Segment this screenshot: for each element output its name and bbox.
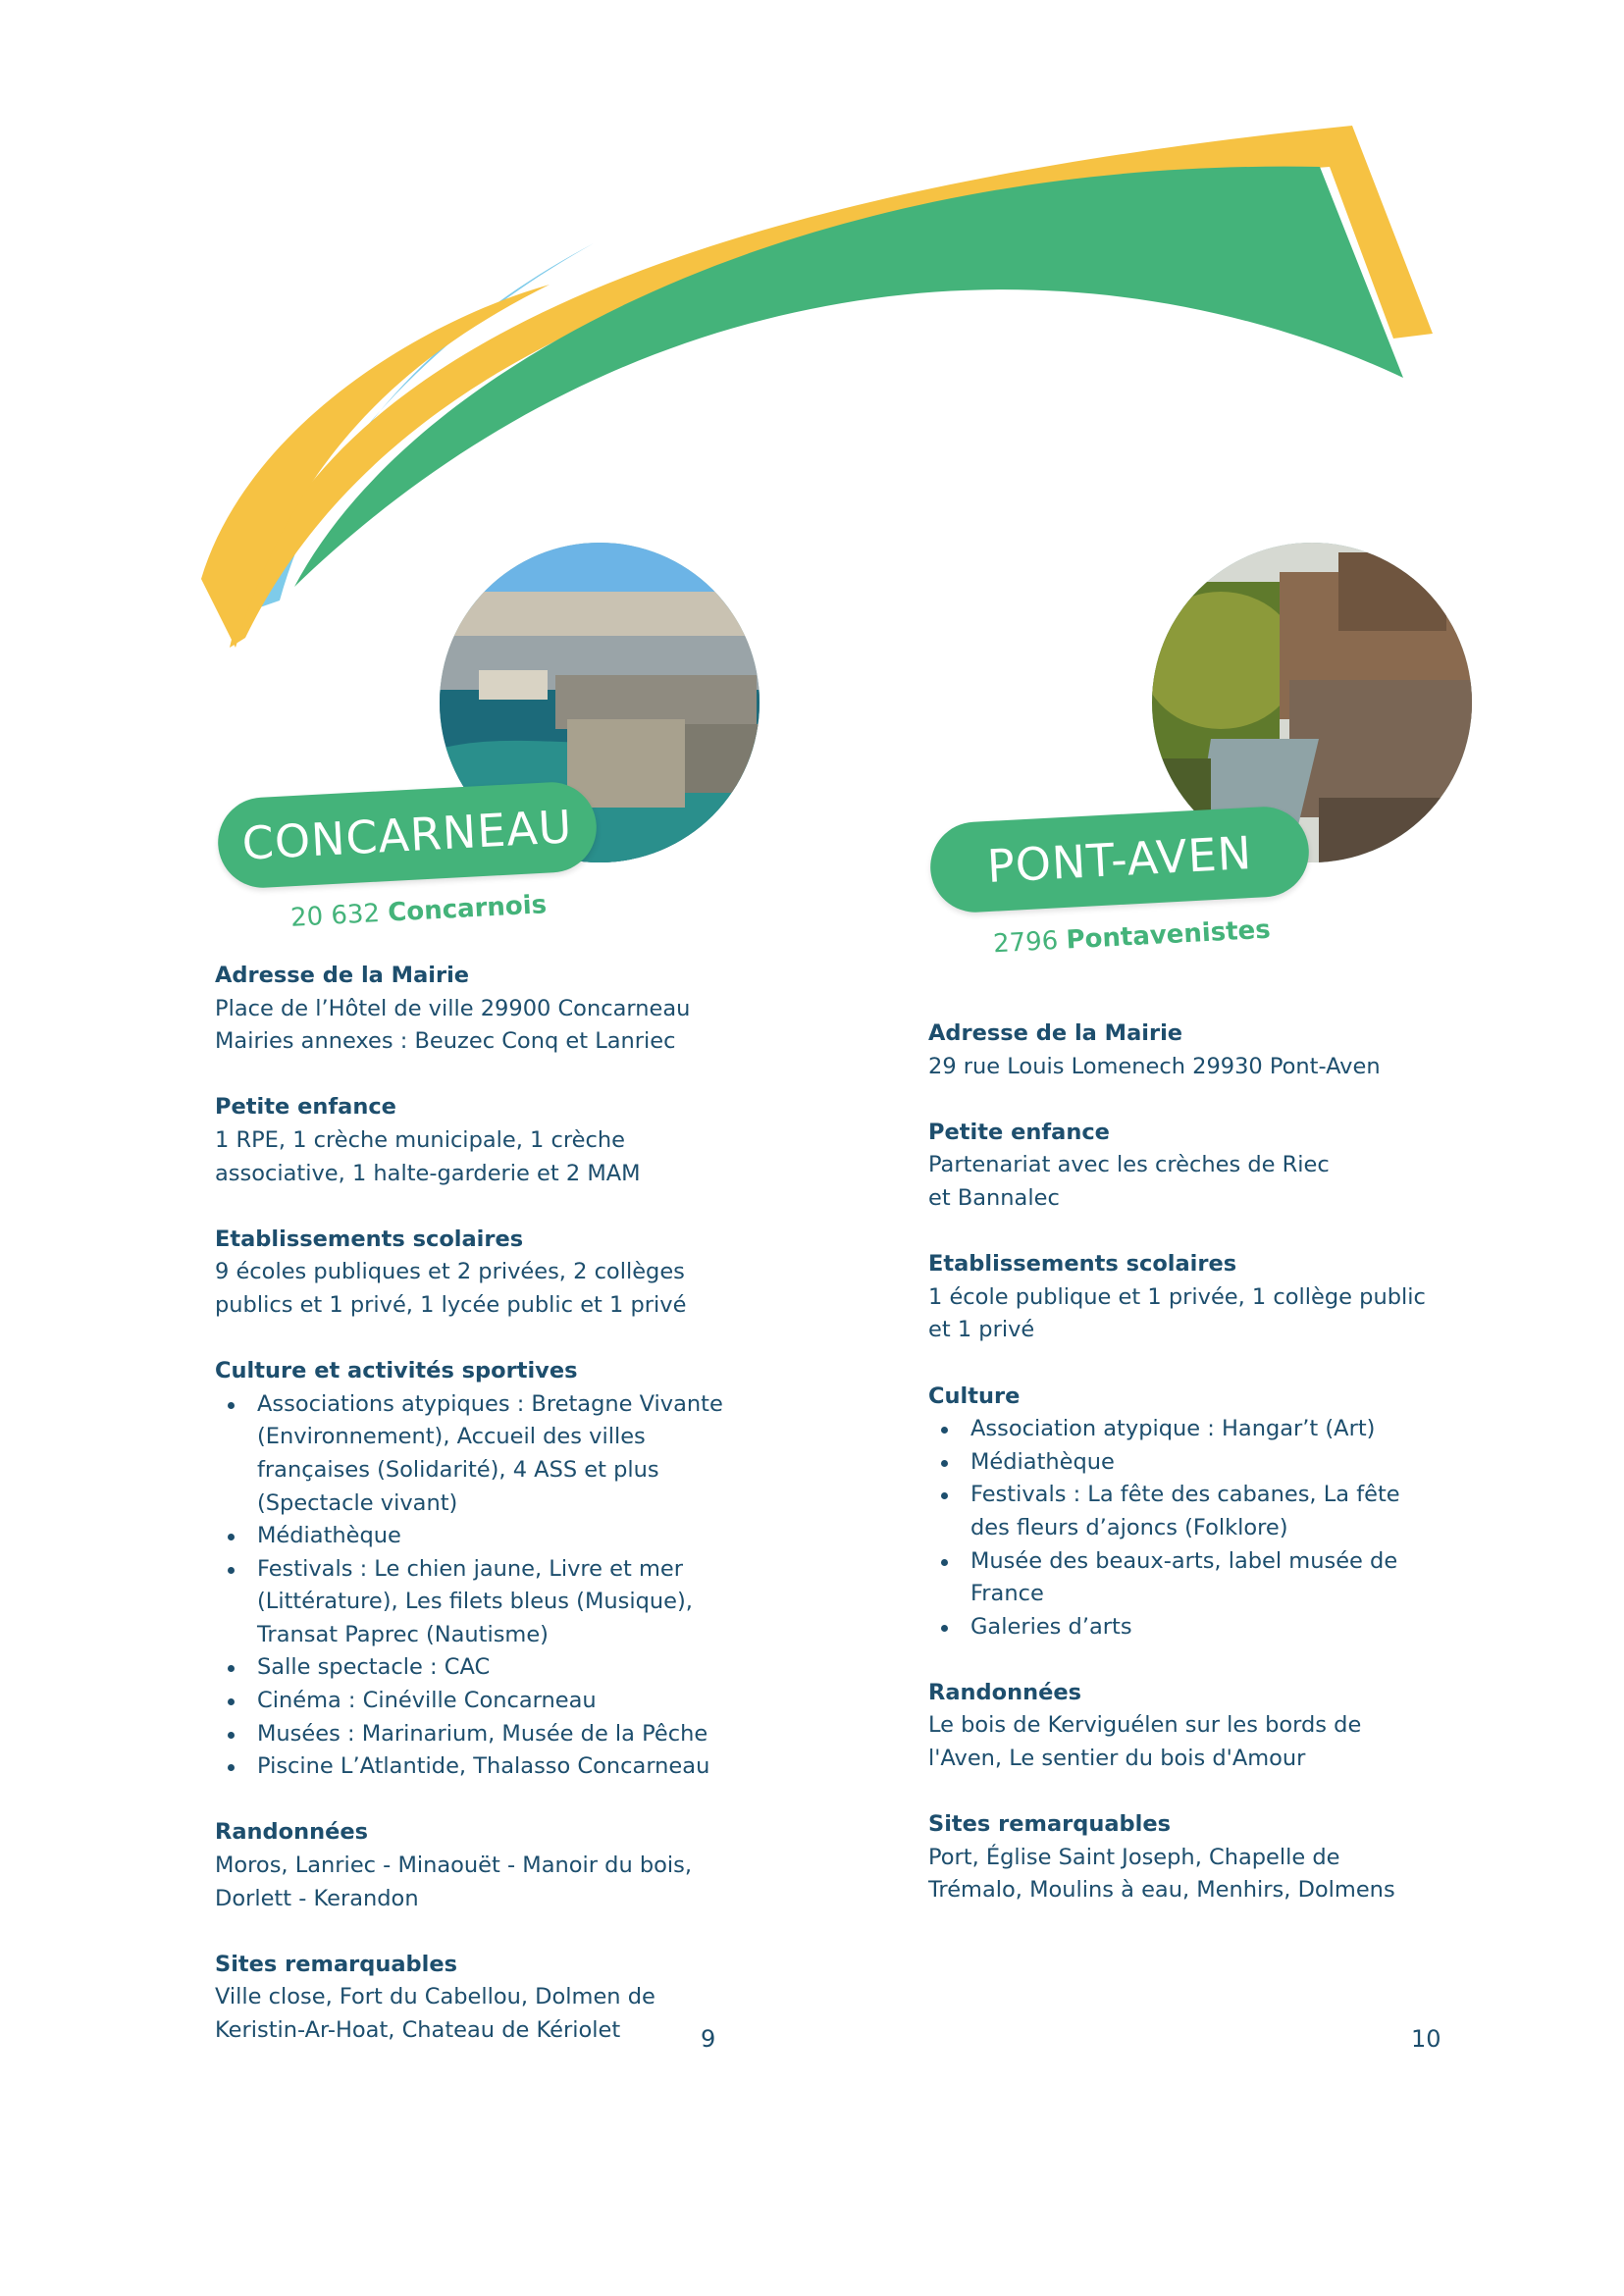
text-line: Médiathèque — [257, 1523, 401, 1549]
text-line: Festivals : Le chien jaune, Livre et mer — [257, 1555, 683, 1582]
pont-aven-title — [928, 805, 1311, 914]
pont-aven-population — [992, 915, 1271, 960]
section-title: Adresse de la Mairie — [928, 1020, 1183, 1046]
text-line: Trémalo, Moulins à eau, Menhirs, Dolmens — [928, 1877, 1395, 1904]
section-title: Petite enfance — [928, 1119, 1110, 1145]
text-line: Piscine L’Atlantide, Thalasso Concarneau — [257, 1753, 710, 1780]
section-title: Randonnées — [215, 1819, 369, 1846]
text-line: Le bois de Kerviguélen sur les bords de — [928, 1712, 1362, 1739]
population-label: Pontavenistes — [1065, 914, 1272, 956]
text-line: et 1 privé — [928, 1317, 1035, 1343]
list-item — [928, 1413, 1478, 1446]
text-line: Salle spectacle : CAC — [257, 1654, 491, 1681]
population-label: Concarnois — [387, 890, 548, 928]
page-number: 10 — [1411, 2025, 1441, 2053]
text-line: (Littérature), Les filets bleus (Musique), — [257, 1589, 693, 1615]
list-item — [215, 1520, 764, 1553]
text-line: Port, Église Saint Joseph, Chapelle de — [928, 1844, 1340, 1870]
section-title: Sites remarquables — [215, 1951, 458, 1977]
list-item — [928, 1446, 1478, 1480]
text-line: publics et 1 privé, 1 lycée public et 1 privé — [215, 1291, 687, 1318]
list-item — [215, 1718, 764, 1751]
text-line: (Spectacle vivant) — [257, 1489, 458, 1516]
concarneau-info — [215, 960, 764, 2080]
ecoles-section — [215, 1224, 764, 1323]
town-name: PONT-AVEN — [985, 825, 1254, 894]
culture-section — [928, 1381, 1478, 1644]
text-line: (Environnement), Accueil des villes — [257, 1424, 646, 1450]
list-item — [215, 1553, 764, 1652]
text-line: Cinéma : Cinéville Concarneau — [257, 1688, 597, 1714]
text-line: Ville close, Fort du Cabellou, Dolmen de — [215, 1984, 655, 2010]
text-line: Médiathèque — [970, 1448, 1115, 1475]
sites-section — [928, 1808, 1478, 1907]
page-number: 9 — [701, 2025, 716, 2053]
concarneau-title — [216, 780, 599, 890]
text-line: françaises (Solidarité), 4 ASS et plus — [257, 1456, 659, 1483]
concarneau-population — [289, 890, 547, 933]
enfance-section — [928, 1117, 1478, 1216]
list-item — [928, 1611, 1478, 1644]
text-line: Musées : Marinarium, Musée de la Pêche — [257, 1720, 708, 1747]
text-line: Mairies annexes : Beuzec Conq et Lanriec — [215, 1028, 676, 1055]
sites-section — [215, 1949, 764, 2048]
section-title: Petite enfance — [215, 1094, 396, 1121]
list-item — [215, 1750, 764, 1784]
list-item — [215, 1651, 764, 1685]
section-title: Sites remarquables — [928, 1811, 1172, 1838]
culture-list — [215, 1388, 764, 1784]
section-title: Adresse de la Mairie — [215, 963, 470, 988]
ecoles-section — [928, 1248, 1478, 1347]
text-line: des fleurs d’ajoncs (Folklore) — [970, 1514, 1288, 1540]
text-line: associative, 1 halte-garderie et 2 MAM — [215, 1160, 641, 1186]
pont-aven-info — [928, 1018, 1478, 1941]
list-item — [928, 1479, 1478, 1544]
population-number: 2796 — [992, 925, 1060, 960]
text-line: et Bannalec — [928, 1184, 1060, 1211]
section-title: Culture — [928, 1383, 1021, 1409]
list-item — [928, 1545, 1478, 1611]
section-title: Culture et activités sportives — [215, 1358, 578, 1384]
rando-section — [928, 1677, 1478, 1776]
section-title: Etablissements scolaires — [928, 1251, 1237, 1278]
text-line: 29 rue Louis Lomenech 29930 Pont-Aven — [928, 1053, 1381, 1079]
section-title: Etablissements scolaires — [215, 1226, 524, 1252]
text-line: Moros, Lanriec - Minaouët - Manoir du bois, — [215, 1852, 693, 1879]
section-title: Randonnées — [928, 1679, 1082, 1705]
text-line: Place de l’Hôtel de ville 29900 Concarneau — [215, 995, 691, 1021]
text-line: 1 école publique et 1 privée, 1 collège public — [928, 1283, 1426, 1310]
list-item — [215, 1388, 764, 1520]
text-line: Musée des beaux-arts, label musée de — [970, 1547, 1398, 1574]
text-line: Keristin-Ar-Hoat, Chateau de Kériolet — [215, 2017, 621, 2043]
town-name: CONCARNEAU — [240, 800, 574, 870]
text-line: Transat Paprec (Nautisme) — [257, 1621, 549, 1647]
text-line: Associations atypiques : Bretagne Vivante — [257, 1390, 723, 1417]
mairie-section — [928, 1018, 1478, 1083]
text-line: l'Aven, Le sentier du bois d'Amour — [928, 1746, 1306, 1772]
culture-section — [215, 1355, 764, 1784]
rando-section — [215, 1816, 764, 1915]
text-line: 1 RPE, 1 crèche municipale, 1 crèche — [215, 1126, 625, 1153]
culture-list — [928, 1413, 1478, 1644]
list-item — [215, 1685, 764, 1718]
text-line: Association atypique : Hangar’t (Art) — [970, 1416, 1376, 1442]
text-line: 9 écoles publiques et 2 privées, 2 collèges — [215, 1259, 685, 1285]
text-line: Galeries d’arts — [970, 1613, 1132, 1640]
text-line: Partenariat avec les crèches de Riec — [928, 1152, 1330, 1178]
text-line: Dorlett - Kerandon — [215, 1885, 419, 1911]
text-line: Festivals : La fête des cabanes, La fête — [970, 1482, 1400, 1508]
mairie-section — [215, 960, 764, 1059]
enfance-section — [215, 1091, 764, 1190]
text-line: France — [970, 1581, 1044, 1607]
population-number: 20 632 — [289, 899, 381, 933]
